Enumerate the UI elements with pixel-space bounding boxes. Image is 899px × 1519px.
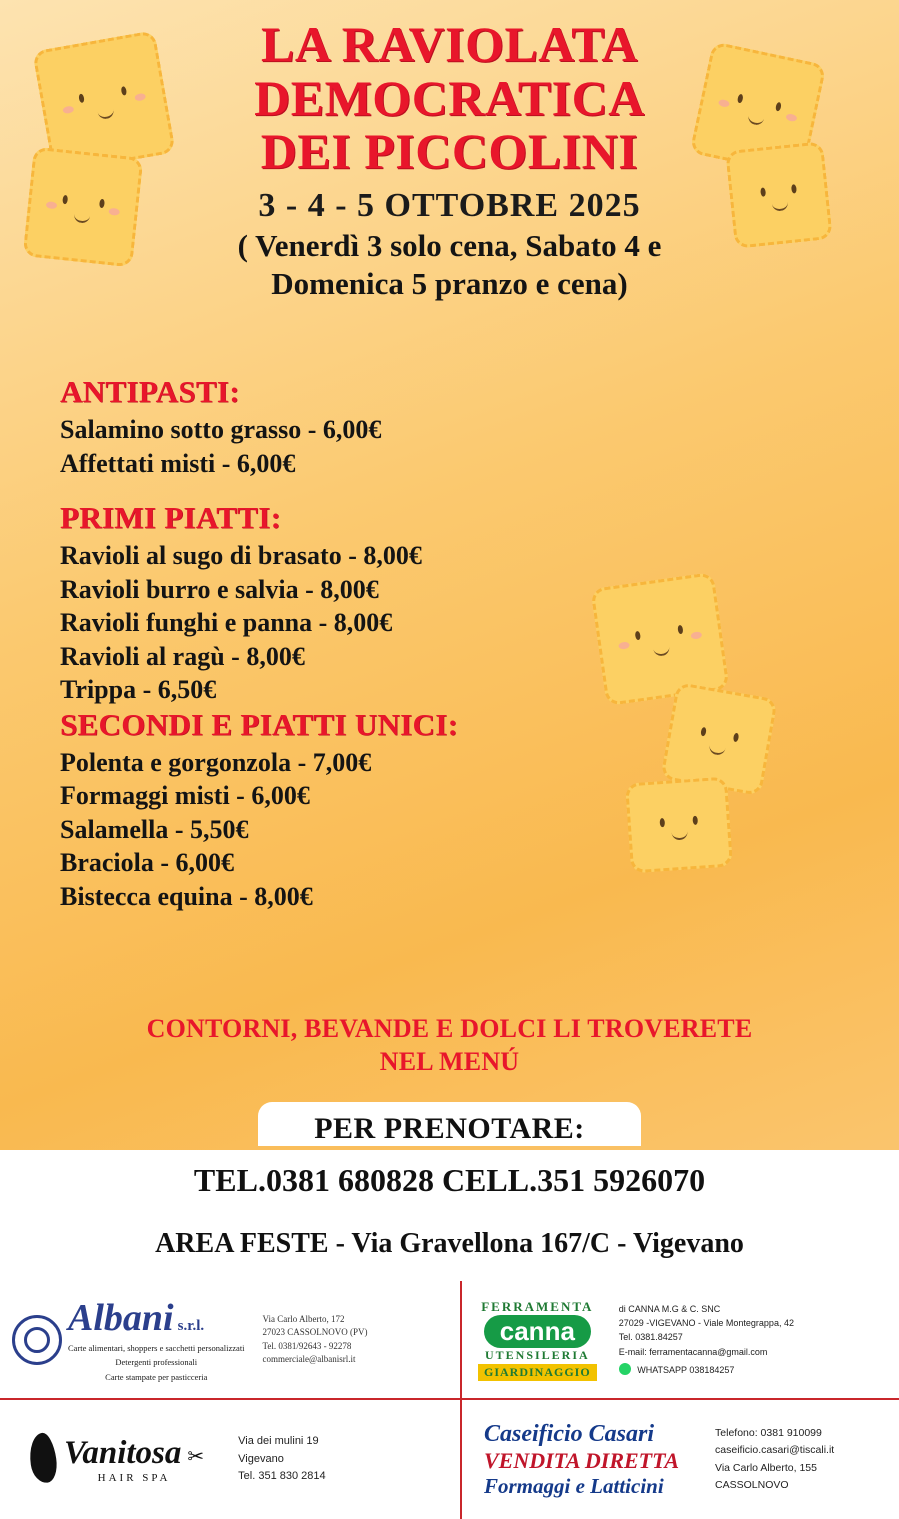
- menu-item: Bistecca equina - 8,00€: [60, 881, 313, 911]
- sponsor-row: [0, 1281, 899, 1400]
- sponsor-logo-top: FERRAMENTA: [481, 1298, 594, 1314]
- sponsor-address-line: Via dei mulini 19: [238, 1435, 319, 1448]
- sponsor-sub: HAIR SPA: [97, 1472, 171, 1484]
- header: [0, 18, 899, 302]
- sponsor-tagline-line2: Detergenti professionali: [115, 1357, 198, 1368]
- sponsor-info-line: di CANNA M.G & C. SNC: [618, 1303, 721, 1314]
- event-dates: 3 - 4 - 5 OTTOBRE 2025: [258, 186, 641, 224]
- booking-title: PER PRENOTARE:: [314, 1112, 585, 1145]
- scissors-icon: ✂: [187, 1446, 205, 1468]
- menu-item: Ravioli burro e salvia - 8,00€: [60, 574, 379, 604]
- sponsor-caseificio-casari: [462, 1400, 899, 1519]
- sponsor-tagline-line2: Formaggi e Latticini: [484, 1473, 664, 1498]
- menu-item: Polenta e gorgonzola - 7,00€: [60, 747, 372, 777]
- menu-note: [0, 1013, 899, 1078]
- event-schedule-line1: ( Venerdì 3 solo cena, Sabato 4 e: [237, 227, 662, 263]
- menu-note-line1: CONTORNI, BEVANDE E DOLCI LI TROVERETE: [146, 1014, 753, 1043]
- sponsor-email: E-mail: ferramentacanna@gmail.com: [618, 1346, 768, 1357]
- sponsor-row: [0, 1400, 899, 1519]
- page-title-line3: DEI PICCOLINI: [260, 123, 639, 179]
- hair-icon: [18, 1431, 60, 1489]
- sponsor-address-line: Tel. 0381/92643 - 92278: [262, 1340, 352, 1351]
- sponsor-address-line: Via Carlo Alberto, 172: [262, 1313, 345, 1324]
- sponsor-info-line: Tel. 0381.84257: [618, 1332, 683, 1343]
- menu-section-heading: PRIMI PIATTI:: [60, 500, 282, 536]
- sponsor-address-line: CASSOLNOVO: [715, 1478, 789, 1491]
- sponsor-info-line: 27029 -VIGEVANO - Viale Montegrappa, 42: [618, 1317, 794, 1328]
- sponsor-name: Vanitosa: [64, 1435, 182, 1471]
- whatsapp-icon: [619, 1363, 631, 1375]
- booking-phones: TEL.0381 680828 CELL.351 5926070: [193, 1162, 706, 1198]
- booking-panel: [258, 1102, 641, 1146]
- sponsor-grid: [0, 1281, 899, 1519]
- sponsor-tagline-line1: Carte alimentari, shoppers e sacchetti personalizzati: [68, 1343, 245, 1354]
- menu-section-heading: SECONDI E PIATTI UNICI:: [60, 706, 459, 742]
- menu-list: [60, 374, 760, 913]
- spacer: [60, 480, 760, 500]
- sponsor-address-line: 27023 CASSOLNOVO (PV): [262, 1327, 368, 1337]
- sponsor-vanitosa: [0, 1400, 460, 1519]
- sponsor-tagline-line3: Carte stampate per pasticceria: [105, 1371, 208, 1382]
- sponsor-tagline-line1: VENDITA DIRETTA: [484, 1447, 680, 1473]
- sponsor-address-line: Via Carlo Alberto, 155: [715, 1461, 817, 1474]
- menu-section-heading: ANTIPASTI:: [60, 374, 240, 409]
- sponsor-albani: [0, 1281, 460, 1398]
- sponsor-email: caseificio.casari@tiscali.it: [715, 1444, 835, 1457]
- event-schedule-line2: Domenica 5 pranzo e cena): [271, 266, 628, 302]
- booking-address: AREA FESTE - Via Gravellona 167/C - Vigevano: [155, 1228, 744, 1259]
- sponsor-name: Caseificio Casari: [484, 1420, 655, 1447]
- menu-item: Formaggi misti - 6,00€: [60, 781, 310, 811]
- sponsor-name: Albani: [68, 1297, 174, 1340]
- sponsor-phone: Telefono: 0381 910099: [715, 1426, 822, 1439]
- sponsor-logo-bottom: GIARDINAGGIO: [478, 1364, 597, 1381]
- sponsor-logo-mid: UTENSILERIA: [484, 1347, 590, 1362]
- sponsor-ferramenta-canna: [462, 1281, 899, 1398]
- menu-item: Ravioli al sugo di brasato - 8,00€: [60, 541, 422, 571]
- page-title-line1: LA RAVIOLATA: [261, 16, 638, 72]
- menu-item: Trippa - 6,50€: [60, 675, 217, 705]
- menu-item: Salamella - 5,50€: [60, 814, 249, 844]
- sponsor-phone: Tel. 351 830 2814: [238, 1470, 326, 1483]
- menu-item: Salamino sotto grasso - 6,00€: [60, 415, 382, 444]
- sponsor-address-line: Vigevano: [238, 1452, 284, 1465]
- menu-item: Affettati misti - 6,00€: [60, 448, 296, 478]
- sponsor-logo-main: canna: [484, 1315, 591, 1348]
- sponsor-whatsapp: WHATSAPP 038184257: [637, 1365, 735, 1376]
- sponsor-email: commerciale@albanisrl.it: [262, 1354, 356, 1364]
- menu-item: Ravioli funghi e panna - 8,00€: [60, 608, 393, 638]
- menu-item: Braciola - 6,00€: [60, 848, 235, 878]
- sponsor-suffix: s.r.l.: [177, 1318, 205, 1335]
- page-title-line2: DEMOCRATICA: [254, 69, 645, 126]
- spiral-logo-icon: [12, 1315, 62, 1365]
- menu-note-line2: NEL MENÚ: [379, 1046, 520, 1076]
- menu-item: Ravioli al ragù - 8,00€: [60, 641, 305, 671]
